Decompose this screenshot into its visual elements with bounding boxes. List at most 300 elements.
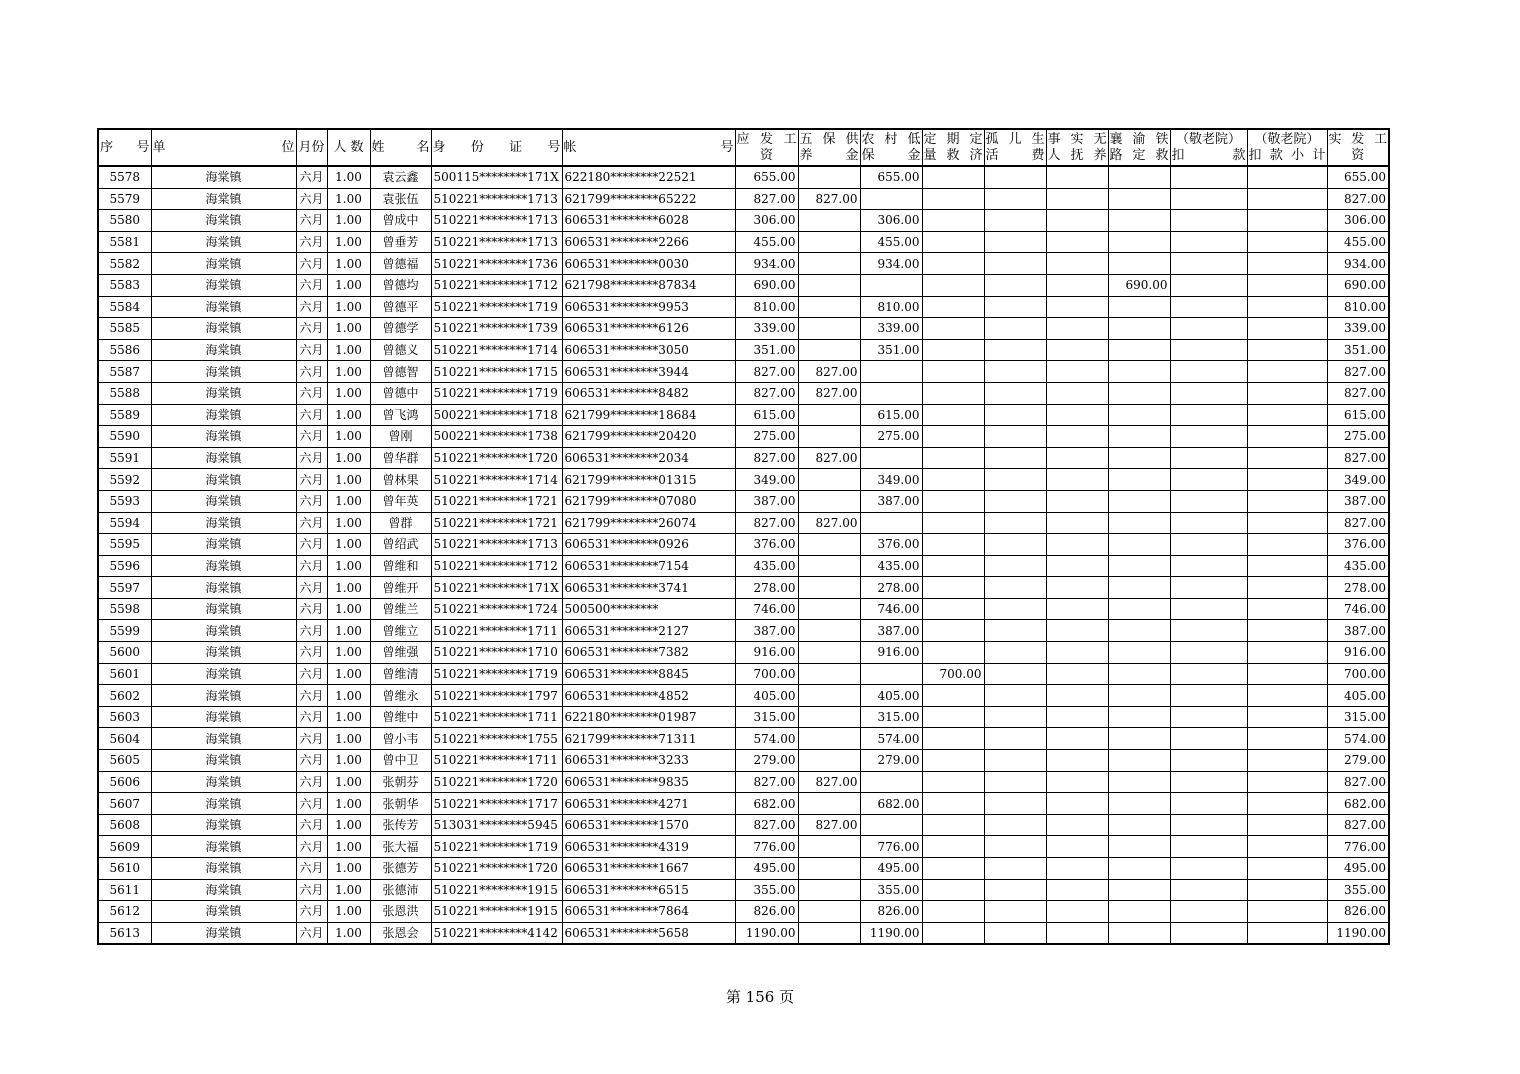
- cell-jly-deduction: [1170, 296, 1247, 318]
- cell-count: 1.00: [327, 836, 370, 858]
- cell-id: 510221********1797: [431, 685, 562, 707]
- cell-actual: 435.00: [1327, 555, 1389, 577]
- header-jly-subtotal: （敬老院） 扣 款 小 计: [1247, 129, 1327, 166]
- cell-account: 606531********3944: [562, 361, 735, 383]
- cell-account: 606531********8845: [562, 663, 735, 685]
- cell-jly-deduction: [1170, 253, 1247, 275]
- cell-dingliang: [922, 814, 984, 836]
- cell-dibao: 279.00: [860, 750, 922, 772]
- cell-dibao: [860, 188, 922, 210]
- cell-payable: 455.00: [735, 231, 798, 253]
- cell-wubao: 827.00: [798, 771, 860, 793]
- cell-name: 曾飞鸿: [370, 404, 431, 426]
- cell-payable: 349.00: [735, 469, 798, 491]
- cell-unit: 海棠镇: [151, 404, 296, 426]
- cell-shishi: [1046, 922, 1108, 944]
- cell-seq: 5595: [98, 534, 151, 556]
- cell-xiangyu: [1108, 339, 1170, 361]
- cell-actual: 916.00: [1327, 642, 1389, 664]
- cell-unit: 海棠镇: [151, 922, 296, 944]
- cell-jly-deduction: [1170, 901, 1247, 923]
- cell-actual: 351.00: [1327, 339, 1389, 361]
- cell-shishi: [1046, 210, 1108, 232]
- cell-count: 1.00: [327, 210, 370, 232]
- cell-shishi: [1046, 274, 1108, 296]
- cell-wubao: [798, 577, 860, 599]
- header-dingliang: 定 期 定 量 救 济: [922, 129, 984, 166]
- cell-month: 六月: [296, 188, 327, 210]
- cell-account: 606531********2034: [562, 447, 735, 469]
- cell-payable: 405.00: [735, 685, 798, 707]
- cell-shishi: [1046, 253, 1108, 275]
- cell-dibao: [860, 512, 922, 534]
- cell-unit: 海棠镇: [151, 210, 296, 232]
- cell-jly-subtotal: [1247, 793, 1327, 815]
- table-row: [98, 512, 1389, 534]
- cell-dingliang: [922, 490, 984, 512]
- cell-wubao: [798, 879, 860, 901]
- cell-unit: 海棠镇: [151, 836, 296, 858]
- cell-xiangyu: [1108, 663, 1170, 685]
- cell-xiangyu: [1108, 728, 1170, 750]
- cell-jly-subtotal: [1247, 642, 1327, 664]
- cell-month: 六月: [296, 793, 327, 815]
- cell-id: 510221********1720: [431, 858, 562, 880]
- cell-xiangyu: [1108, 426, 1170, 448]
- cell-jly-subtotal: [1247, 296, 1327, 318]
- cell-dingliang: [922, 210, 984, 232]
- cell-name: 曾刚: [370, 426, 431, 448]
- cell-payable: 916.00: [735, 642, 798, 664]
- cell-month: 六月: [296, 382, 327, 404]
- cell-dibao: 339.00: [860, 318, 922, 340]
- cell-payable: 776.00: [735, 836, 798, 858]
- cell-shishi: [1046, 577, 1108, 599]
- cell-unit: 海棠镇: [151, 728, 296, 750]
- cell-xiangyu: [1108, 490, 1170, 512]
- cell-xiangyu: [1108, 296, 1170, 318]
- table-row: [98, 534, 1389, 556]
- cell-seq: 5597: [98, 577, 151, 599]
- cell-count: 1.00: [327, 620, 370, 642]
- header-account: 帐 号: [562, 129, 735, 166]
- cell-payable: 826.00: [735, 901, 798, 923]
- cell-xiangyu: [1108, 620, 1170, 642]
- cell-jly-deduction: [1170, 426, 1247, 448]
- cell-guer: [984, 577, 1046, 599]
- cell-shishi: [1046, 901, 1108, 923]
- cell-shishi: [1046, 814, 1108, 836]
- cell-account: 606531********7382: [562, 642, 735, 664]
- cell-wubao: [798, 274, 860, 296]
- cell-name: 曾德义: [370, 339, 431, 361]
- cell-shishi: [1046, 490, 1108, 512]
- cell-guer: [984, 426, 1046, 448]
- cell-seq: 5578: [98, 166, 151, 188]
- cell-wubao: [798, 922, 860, 944]
- cell-unit: 海棠镇: [151, 555, 296, 577]
- cell-dibao: 278.00: [860, 577, 922, 599]
- cell-dibao: 387.00: [860, 490, 922, 512]
- cell-unit: 海棠镇: [151, 382, 296, 404]
- cell-account: 621799********71311: [562, 728, 735, 750]
- cell-wubao: 827.00: [798, 447, 860, 469]
- cell-xiangyu: [1108, 382, 1170, 404]
- cell-wubao: [798, 663, 860, 685]
- cell-seq: 5599: [98, 620, 151, 642]
- cell-unit: 海棠镇: [151, 296, 296, 318]
- table-row: [98, 555, 1389, 577]
- cell-jly-subtotal: [1247, 231, 1327, 253]
- cell-account: 606531********3050: [562, 339, 735, 361]
- cell-jly-deduction: [1170, 490, 1247, 512]
- cell-xiangyu: [1108, 166, 1170, 188]
- cell-id: 510221********1713: [431, 231, 562, 253]
- cell-actual: 934.00: [1327, 253, 1389, 275]
- cell-jly-subtotal: [1247, 555, 1327, 577]
- cell-actual: 405.00: [1327, 685, 1389, 707]
- cell-guer: [984, 598, 1046, 620]
- cell-id: 510221********171X: [431, 577, 562, 599]
- cell-month: 六月: [296, 685, 327, 707]
- cell-jly-subtotal: [1247, 771, 1327, 793]
- cell-jly-deduction: [1170, 858, 1247, 880]
- cell-jly-deduction: [1170, 836, 1247, 858]
- cell-id: 510221********4142: [431, 922, 562, 944]
- cell-guer: [984, 771, 1046, 793]
- cell-actual: 827.00: [1327, 512, 1389, 534]
- cell-seq: 5581: [98, 231, 151, 253]
- cell-wubao: [798, 858, 860, 880]
- cell-name: 张德沛: [370, 879, 431, 901]
- cell-count: 1.00: [327, 901, 370, 923]
- cell-wubao: [798, 793, 860, 815]
- cell-name: 袁张伍: [370, 188, 431, 210]
- cell-dingliang: [922, 404, 984, 426]
- table-row: [98, 706, 1389, 728]
- cell-actual: 827.00: [1327, 361, 1389, 383]
- cell-account: 606531********6126: [562, 318, 735, 340]
- cell-count: 1.00: [327, 512, 370, 534]
- cell-dibao: 275.00: [860, 426, 922, 448]
- cell-seq: 5588: [98, 382, 151, 404]
- cell-shishi: [1046, 750, 1108, 772]
- cell-guer: [984, 642, 1046, 664]
- table-row: [98, 728, 1389, 750]
- cell-payable: 1190.00: [735, 922, 798, 944]
- cell-account: 621798********87834: [562, 274, 735, 296]
- cell-account: 621799********07080: [562, 490, 735, 512]
- cell-dingliang: [922, 382, 984, 404]
- cell-month: 六月: [296, 166, 327, 188]
- cell-jly-subtotal: [1247, 577, 1327, 599]
- cell-name: 曾群: [370, 512, 431, 534]
- cell-payable: 810.00: [735, 296, 798, 318]
- cell-dibao: 746.00: [860, 598, 922, 620]
- cell-jly-deduction: [1170, 339, 1247, 361]
- cell-dingliang: [922, 512, 984, 534]
- cell-name: 曾华群: [370, 447, 431, 469]
- cell-shishi: [1046, 728, 1108, 750]
- cell-xiangyu: [1108, 814, 1170, 836]
- cell-payable: 355.00: [735, 879, 798, 901]
- cell-count: 1.00: [327, 253, 370, 275]
- cell-id: 510221********1724: [431, 598, 562, 620]
- table-row: [98, 469, 1389, 491]
- cell-dingliang: [922, 728, 984, 750]
- cell-dingliang: [922, 534, 984, 556]
- cell-jly-subtotal: [1247, 447, 1327, 469]
- cell-actual: 827.00: [1327, 188, 1389, 210]
- cell-dibao: 826.00: [860, 901, 922, 923]
- cell-xiangyu: [1108, 447, 1170, 469]
- cell-name: 曾维立: [370, 620, 431, 642]
- cell-unit: 海棠镇: [151, 793, 296, 815]
- cell-wubao: [798, 534, 860, 556]
- cell-xiangyu: [1108, 793, 1170, 815]
- cell-month: 六月: [296, 274, 327, 296]
- cell-dibao: 455.00: [860, 231, 922, 253]
- cell-shishi: [1046, 469, 1108, 491]
- cell-dibao: 306.00: [860, 210, 922, 232]
- cell-payable: 827.00: [735, 447, 798, 469]
- cell-dibao: 355.00: [860, 879, 922, 901]
- cell-shishi: [1046, 598, 1108, 620]
- cell-jly-deduction: [1170, 663, 1247, 685]
- cell-guer: [984, 318, 1046, 340]
- cell-actual: 455.00: [1327, 231, 1389, 253]
- cell-wubao: [798, 404, 860, 426]
- cell-shishi: [1046, 663, 1108, 685]
- cell-count: 1.00: [327, 490, 370, 512]
- cell-id: 510221********1736: [431, 253, 562, 275]
- cell-id: 500221********1718: [431, 404, 562, 426]
- cell-month: 六月: [296, 750, 327, 772]
- cell-guer: [984, 188, 1046, 210]
- cell-shishi: [1046, 339, 1108, 361]
- cell-dibao: 351.00: [860, 339, 922, 361]
- cell-payable: 827.00: [735, 771, 798, 793]
- cell-month: 六月: [296, 296, 327, 318]
- cell-guer: [984, 231, 1046, 253]
- cell-unit: 海棠镇: [151, 490, 296, 512]
- cell-guer: [984, 706, 1046, 728]
- cell-wubao: [798, 750, 860, 772]
- cell-count: 1.00: [327, 447, 370, 469]
- cell-actual: 1190.00: [1327, 922, 1389, 944]
- cell-account: 606531********2127: [562, 620, 735, 642]
- cell-jly-subtotal: [1247, 253, 1327, 275]
- cell-payable: 574.00: [735, 728, 798, 750]
- cell-jly-subtotal: [1247, 188, 1327, 210]
- cell-seq: 5612: [98, 901, 151, 923]
- cell-wubao: [798, 685, 860, 707]
- cell-account: 606531********8482: [562, 382, 735, 404]
- cell-id: 510221********1720: [431, 771, 562, 793]
- cell-actual: 574.00: [1327, 728, 1389, 750]
- table-row: [98, 901, 1389, 923]
- cell-id: 510221********1714: [431, 339, 562, 361]
- cell-seq: 5609: [98, 836, 151, 858]
- cell-actual: 827.00: [1327, 382, 1389, 404]
- cell-shishi: [1046, 382, 1108, 404]
- cell-actual: 615.00: [1327, 404, 1389, 426]
- cell-xiangyu: [1108, 210, 1170, 232]
- cell-dingliang: [922, 274, 984, 296]
- cell-payable: 278.00: [735, 577, 798, 599]
- cell-month: 六月: [296, 555, 327, 577]
- cell-jly-deduction: [1170, 577, 1247, 599]
- cell-name: 曾年英: [370, 490, 431, 512]
- cell-xiangyu: [1108, 555, 1170, 577]
- cell-jly-subtotal: [1247, 534, 1327, 556]
- cell-dingliang: [922, 793, 984, 815]
- cell-dingliang: [922, 858, 984, 880]
- cell-id: 510221********1719: [431, 296, 562, 318]
- cell-actual: 826.00: [1327, 901, 1389, 923]
- cell-month: 六月: [296, 361, 327, 383]
- cell-id: 510221********1719: [431, 836, 562, 858]
- cell-count: 1.00: [327, 426, 370, 448]
- cell-name: 张朝华: [370, 793, 431, 815]
- cell-guer: [984, 555, 1046, 577]
- cell-jly-deduction: [1170, 750, 1247, 772]
- cell-month: 六月: [296, 231, 327, 253]
- cell-dingliang: [922, 685, 984, 707]
- cell-actual: 700.00: [1327, 663, 1389, 685]
- cell-shishi: [1046, 836, 1108, 858]
- cell-id: 510221********1721: [431, 512, 562, 534]
- cell-dingliang: [922, 339, 984, 361]
- cell-account: 606531********6515: [562, 879, 735, 901]
- cell-name: 张朝芬: [370, 771, 431, 793]
- cell-shishi: [1046, 879, 1108, 901]
- cell-wubao: 827.00: [798, 814, 860, 836]
- cell-shishi: [1046, 361, 1108, 383]
- cell-guer: [984, 210, 1046, 232]
- table-row: [98, 793, 1389, 815]
- cell-seq: 5584: [98, 296, 151, 318]
- cell-wubao: 827.00: [798, 382, 860, 404]
- cell-account: 621799********20420: [562, 426, 735, 448]
- cell-actual: 810.00: [1327, 296, 1389, 318]
- cell-count: 1.00: [327, 166, 370, 188]
- cell-unit: 海棠镇: [151, 512, 296, 534]
- cell-unit: 海棠镇: [151, 750, 296, 772]
- cell-unit: 海棠镇: [151, 426, 296, 448]
- cell-dibao: [860, 447, 922, 469]
- cell-unit: 海棠镇: [151, 361, 296, 383]
- table-row: [98, 339, 1389, 361]
- cell-shishi: [1046, 166, 1108, 188]
- cell-count: 1.00: [327, 577, 370, 599]
- cell-guer: [984, 447, 1046, 469]
- cell-dingliang: [922, 361, 984, 383]
- cell-id: 510221********1915: [431, 901, 562, 923]
- cell-unit: 海棠镇: [151, 447, 296, 469]
- cell-dingliang: [922, 706, 984, 728]
- cell-month: 六月: [296, 339, 327, 361]
- cell-wubao: [798, 166, 860, 188]
- cell-seq: 5583: [98, 274, 151, 296]
- cell-jly-subtotal: [1247, 663, 1327, 685]
- cell-id: 510221********1712: [431, 555, 562, 577]
- cell-payable: 315.00: [735, 706, 798, 728]
- cell-xiangyu: [1108, 188, 1170, 210]
- cell-account: 606531********3741: [562, 577, 735, 599]
- cell-dingliang: [922, 771, 984, 793]
- cell-payable: 682.00: [735, 793, 798, 815]
- cell-id: 500221********1738: [431, 426, 562, 448]
- header-unit: 单 位: [151, 129, 296, 166]
- cell-id: 510221********1719: [431, 663, 562, 685]
- cell-dingliang: [922, 879, 984, 901]
- cell-name: 曾维强: [370, 642, 431, 664]
- cell-count: 1.00: [327, 296, 370, 318]
- cell-actual: 690.00: [1327, 274, 1389, 296]
- cell-count: 1.00: [327, 274, 370, 296]
- cell-guer: [984, 166, 1046, 188]
- cell-dingliang: [922, 253, 984, 275]
- cell-jly-deduction: [1170, 598, 1247, 620]
- cell-actual: 306.00: [1327, 210, 1389, 232]
- cell-unit: 海棠镇: [151, 166, 296, 188]
- cell-wubao: [798, 620, 860, 642]
- table-row: [98, 663, 1389, 685]
- cell-unit: 海棠镇: [151, 620, 296, 642]
- header-payable: 应 发 工 资: [735, 129, 798, 166]
- cell-payable: 827.00: [735, 814, 798, 836]
- cell-wubao: 827.00: [798, 188, 860, 210]
- cell-id: 510221********1711: [431, 750, 562, 772]
- cell-name: 曾维兰: [370, 598, 431, 620]
- cell-account: 606531********2266: [562, 231, 735, 253]
- table-row: [98, 296, 1389, 318]
- cell-dingliang: [922, 922, 984, 944]
- cell-name: 曾德中: [370, 382, 431, 404]
- cell-count: 1.00: [327, 188, 370, 210]
- cell-shishi: [1046, 555, 1108, 577]
- cell-guer: [984, 836, 1046, 858]
- cell-jly-subtotal: [1247, 728, 1327, 750]
- cell-unit: 海棠镇: [151, 339, 296, 361]
- cell-dingliang: [922, 469, 984, 491]
- cell-jly-subtotal: [1247, 750, 1327, 772]
- cell-payable: 279.00: [735, 750, 798, 772]
- cell-name: 曾德智: [370, 361, 431, 383]
- cell-jly-subtotal: [1247, 901, 1327, 923]
- cell-id: 510221********1713: [431, 210, 562, 232]
- cell-name: 袁云鑫: [370, 166, 431, 188]
- cell-name: 曾维和: [370, 555, 431, 577]
- cell-jly-deduction: [1170, 879, 1247, 901]
- cell-seq: 5600: [98, 642, 151, 664]
- cell-month: 六月: [296, 620, 327, 642]
- cell-account: 606531********0926: [562, 534, 735, 556]
- cell-unit: 海棠镇: [151, 663, 296, 685]
- cell-jly-deduction: [1170, 382, 1247, 404]
- cell-month: 六月: [296, 922, 327, 944]
- cell-id: 510221********1713: [431, 534, 562, 556]
- cell-id: 510221********1712: [431, 274, 562, 296]
- cell-id: 510221********1755: [431, 728, 562, 750]
- cell-jly-deduction: [1170, 318, 1247, 340]
- table-row: [98, 858, 1389, 880]
- cell-id: 510221********1720: [431, 447, 562, 469]
- cell-guer: [984, 534, 1046, 556]
- cell-guer: [984, 490, 1046, 512]
- cell-xiangyu: [1108, 361, 1170, 383]
